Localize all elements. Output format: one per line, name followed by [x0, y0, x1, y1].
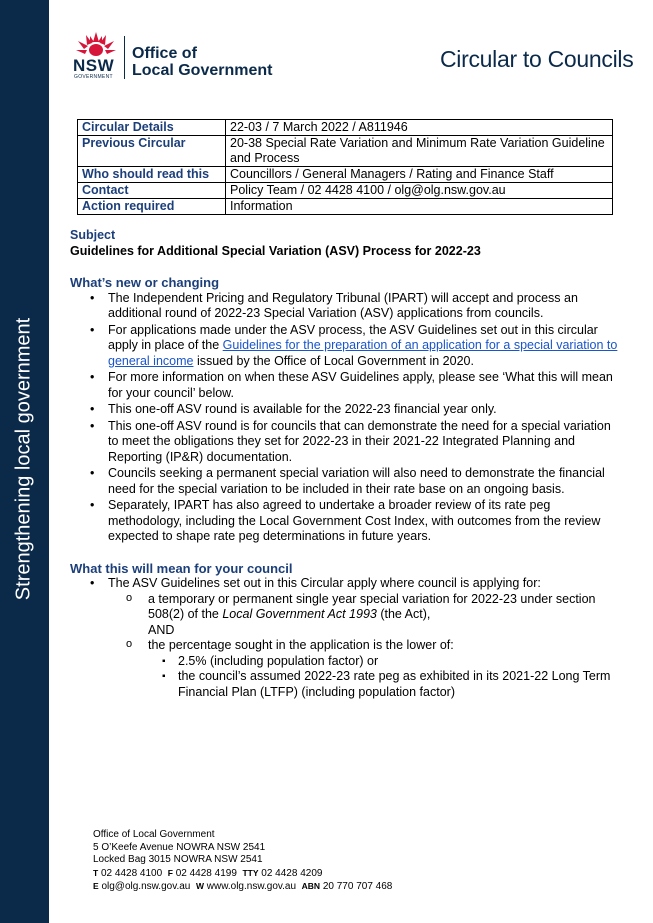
footer-contact-line	[93, 867, 392, 881]
detail-value: Policy Team / 02 4428 4100 / olg@olg.nsw.gov.au	[226, 183, 613, 199]
footer-web-line	[93, 880, 392, 894]
logo-office-line1: Office of	[132, 45, 197, 62]
list-item-text: a temporary or permanent single year special variation for 2022-23 under section 508(2) of the	[148, 591, 596, 621]
circular-details-table	[77, 119, 613, 215]
logo-office-line2: Local Government	[132, 62, 273, 79]
email-address: olg@olg.nsw.gov.au	[101, 881, 191, 892]
web-address: www.olg.nsw.gov.au	[206, 881, 297, 892]
list-item-text: issued by the Office of Local Government in 2020.	[193, 353, 474, 368]
tty-label: TTY	[242, 867, 259, 878]
footer-address	[93, 829, 392, 894]
subject-label: Subject	[70, 228, 116, 242]
detail-label: Previous Circular	[78, 136, 226, 167]
email-label: E	[93, 881, 99, 891]
sub-sub-list	[148, 654, 620, 701]
list-item-text: The ASV Guidelines set out in this Circular apply where council is applying for:	[108, 576, 541, 590]
phone-number: 02 4428 4100	[100, 867, 163, 879]
what-this-means-heading: What this will mean for your council	[70, 560, 293, 576]
list-item	[108, 576, 620, 700]
list-item-text: (the Act),	[376, 607, 431, 621]
detail-label: Contact	[78, 183, 226, 199]
subject-title: Guidelines for Additional Special Variation (ASV) Process for 2022-23	[70, 243, 481, 258]
logo-office-name	[132, 45, 272, 79]
sub-list	[108, 592, 620, 701]
table-row	[78, 120, 613, 136]
logo-divider	[124, 36, 125, 79]
nsw-olg-logo	[72, 30, 302, 85]
document-title: Circular to Councils	[440, 46, 634, 72]
sidebar-band	[0, 0, 49, 923]
fax-number: 02 4428 4199	[175, 867, 237, 879]
what-this-means-list	[70, 576, 620, 700]
and-connector: AND	[148, 622, 175, 637]
list-item-text: For applications made under the ASV process, the ASV Guidelines set out in this circular apply in place of the	[108, 322, 598, 352]
sv-guidelines-link[interactable]: Guidelines for the preparation of an application for a special variation to general income	[108, 338, 618, 368]
list-item: • For more information on when these ASV Guidelines apply, please see ‘What this will mean for your council’ below.	[108, 370, 620, 401]
detail-label: Circular Details	[78, 120, 226, 136]
table-row	[78, 136, 613, 167]
detail-value: 20-38 Special Rate Variation and Minimum Rate Variation Guideline and Process	[226, 136, 613, 167]
sub-list-item	[148, 638, 620, 700]
footer-line: 5 O’Keefe Avenue NOWRA NSW 2541	[93, 841, 266, 853]
table-row	[78, 199, 613, 215]
table-row	[78, 167, 613, 183]
circular-body	[70, 228, 620, 701]
logo-government: GOVERNMENT	[74, 74, 113, 80]
sub-sub-list-item: ▪ the council’s assumed 2022-23 rate peg as exhibited in its 2021-22 Long Term Financial Plan (LTFP) (including population factor)	[178, 669, 620, 700]
list-item: • This one-off ASV round is available for the 2022-23 financial year only.	[108, 402, 620, 418]
detail-value: Councillors / General Managers / Rating and Finance Staff	[226, 167, 613, 183]
list-item: • Separately, IPART has also agreed to undertake a broader review of its rate peg methodology, including the Local Government Cost Index, with outcomes from the review expected to shape rate peg determinations in future years.	[108, 498, 620, 545]
abn-label: ABN	[301, 881, 321, 891]
sidebar-tagline: Strengthening local government	[12, 317, 35, 601]
detail-label: Action required	[78, 199, 226, 215]
web-label: W	[195, 881, 204, 891]
fax-label: F	[167, 867, 173, 878]
list-item: • This one-off ASV round is for councils that can demonstrate the need for a special variation to meet the obligations they set for 2022-23 in their 2021-22 Integrated Planning and Reporting (IP&R) documentation.	[108, 419, 620, 466]
detail-value: Information	[226, 199, 613, 215]
detail-value: 22-03 / 7 March 2022 / A811946	[226, 120, 613, 136]
sub-list-item	[148, 592, 620, 639]
logo-nsw: NSW	[73, 56, 115, 75]
footer-line: Office of Local Government	[93, 829, 215, 840]
whats-new-heading: What’s new or changing	[70, 275, 220, 290]
list-item: • Councils seeking a permanent special variation will also need to demonstrate the financial need for the special variation to be included in their rate base on an ongoing basis.	[108, 466, 620, 497]
list-item: • The Independent Pricing and Regulatory Tribunal (IPART) will accept and process an additional round of 2022-23 Special Variation (ASV) applications from councils.	[108, 291, 620, 322]
list-item	[108, 323, 620, 370]
detail-label: Who should read this	[78, 167, 226, 183]
tty-number: 02 4428 4209	[261, 867, 323, 879]
list-item-text: the percentage sought in the application is the lower of:	[148, 638, 454, 652]
abn-number: 20 770 707 468	[322, 881, 393, 892]
footer-line: Locked Bag 3015 NOWRA NSW 2541	[93, 854, 263, 865]
act-name: Local Government Act 1993	[222, 607, 377, 621]
sub-sub-list-item: ▪ 2.5% (including population factor) or	[178, 654, 620, 670]
whats-new-list	[70, 291, 620, 545]
table-row	[78, 183, 613, 199]
phone-label: T	[93, 867, 99, 878]
